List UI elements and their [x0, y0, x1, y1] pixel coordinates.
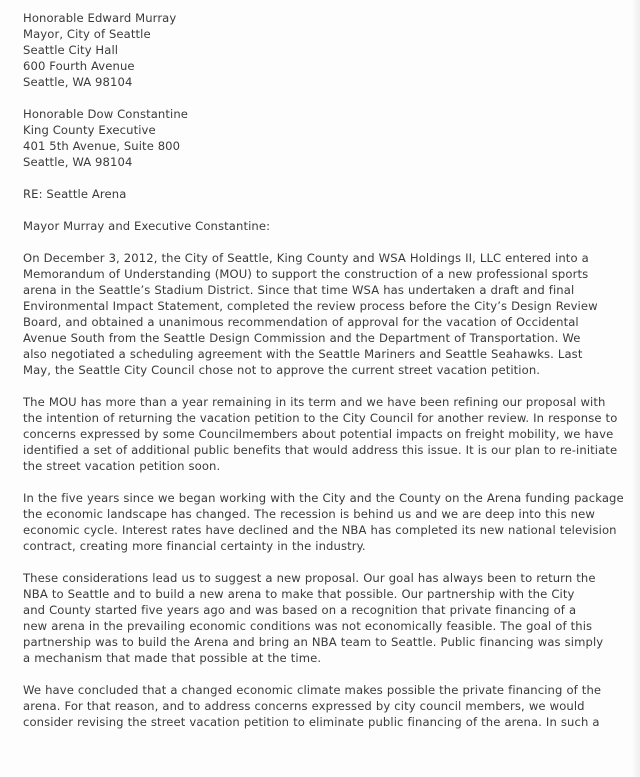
paragraph-line: the intention of returning the vacation petition to the City Council for another review. In response to — [23, 411, 618, 425]
paragraph-line: economic cycle. Interest rates have declined and the NBA has completed its new national television — [23, 523, 617, 537]
subject-line: RE: Seattle Arena — [23, 187, 127, 201]
paragraph-line: Avenue South from the Seattle Design Commission and the Department of Transportation. We — [23, 331, 581, 345]
paragraph-line: the economic landscape has changed. The recession is behind us and we are deep into this new — [23, 507, 595, 521]
paragraph-line: Memorandum of Understanding (MOU) to support the construction of a new professional sports — [23, 267, 589, 281]
paragraph-line: consider revising the street vacation petition to eliminate public financing of the arena. In such a — [23, 715, 600, 729]
recipient-line: Seattle, WA 98104 — [23, 155, 133, 169]
recipient-line: Mayor, City of Seattle — [23, 27, 151, 41]
recipient-address-executive — [23, 106, 623, 170]
paragraph-line: contract, creating more financial certainty in the industry. — [23, 539, 366, 553]
paragraph-line: concerns expressed by some Councilmembers about potential impacts on freight mobility, we have — [23, 427, 614, 441]
paragraph-5 — [23, 682, 623, 730]
recipient-line: Honorable Edward Murray — [23, 11, 177, 25]
recipient-line: Honorable Dow Constantine — [23, 107, 189, 121]
paragraph-line: the street vacation petition soon. — [23, 459, 221, 473]
recipient-line: 401 5th Avenue, Suite 800 — [23, 139, 181, 153]
letter-body — [23, 10, 623, 746]
salutation: Mayor Murray and Executive Constantine: — [23, 219, 271, 233]
recipient-line: Seattle, WA 98104 — [23, 75, 133, 89]
page-edge-shadow — [632, 0, 640, 777]
recipient-line: Seattle City Hall — [23, 43, 119, 57]
paragraph-3 — [23, 490, 623, 554]
paragraph-line: arena. For that reason, and to address concerns expressed by city council members, we would — [23, 699, 585, 713]
paragraph-line: arena in the Seattle’s Stadium District. Since that time WSA has undertaken a draft and final — [23, 283, 575, 297]
paragraph-line: The MOU has more than a year remaining in its term and we have been refining our proposal with — [23, 395, 606, 409]
paragraph-line: Board, and obtained a unanimous recommendation of approval for the vacation of Occidental — [23, 315, 579, 329]
paragraph-line: NBA to Seattle and to build a new arena to make that possible. Our partnership with the City — [23, 587, 575, 601]
paragraph-line: identified a set of additional public benefits that would address this issue. It is our plan to re-initiate — [23, 443, 618, 457]
paragraph-line: On December 3, 2012, the City of Seattle, King County and WSA Holdings II, LLC entered into a — [23, 251, 589, 265]
paragraph-line: partnership was to build the Arena and bring an NBA team to Seattle. Public financing was simply — [23, 635, 604, 649]
paragraph-line: new arena in the prevailing economic conditions was not economically feasible. The goal of this — [23, 619, 593, 633]
paragraph-line: Environmental Impact Statement, completed the review process before the City’s Design Review — [23, 299, 598, 313]
paragraph-line: May, the Seattle City Council chose not to approve the current street vacation petition. — [23, 363, 541, 377]
paragraph-line: We have concluded that a changed economic climate makes possible the private financing of the — [23, 683, 602, 697]
paragraph-2 — [23, 394, 623, 474]
recipient-line: 600 Fourth Avenue — [23, 59, 135, 73]
paragraph-line: In the five years since we began working with the City and the County on the Arena funding package — [23, 491, 624, 505]
paragraph-line: a mechanism that made that possible at the time. — [23, 651, 322, 665]
paragraph-line: and County started five years ago and was based on a recognition that private financing of a — [23, 603, 577, 617]
recipient-line: King County Executive — [23, 123, 156, 137]
paragraph-line: These considerations lead us to suggest a new proposal. Our goal has always been to return the — [23, 571, 596, 585]
recipient-address-mayor — [23, 10, 623, 90]
paragraph-1 — [23, 250, 623, 378]
paragraph-line: also negotiated a scheduling agreement with the Seattle Mariners and Seattle Seahawks. Last — [23, 347, 583, 361]
paragraph-4 — [23, 570, 623, 666]
